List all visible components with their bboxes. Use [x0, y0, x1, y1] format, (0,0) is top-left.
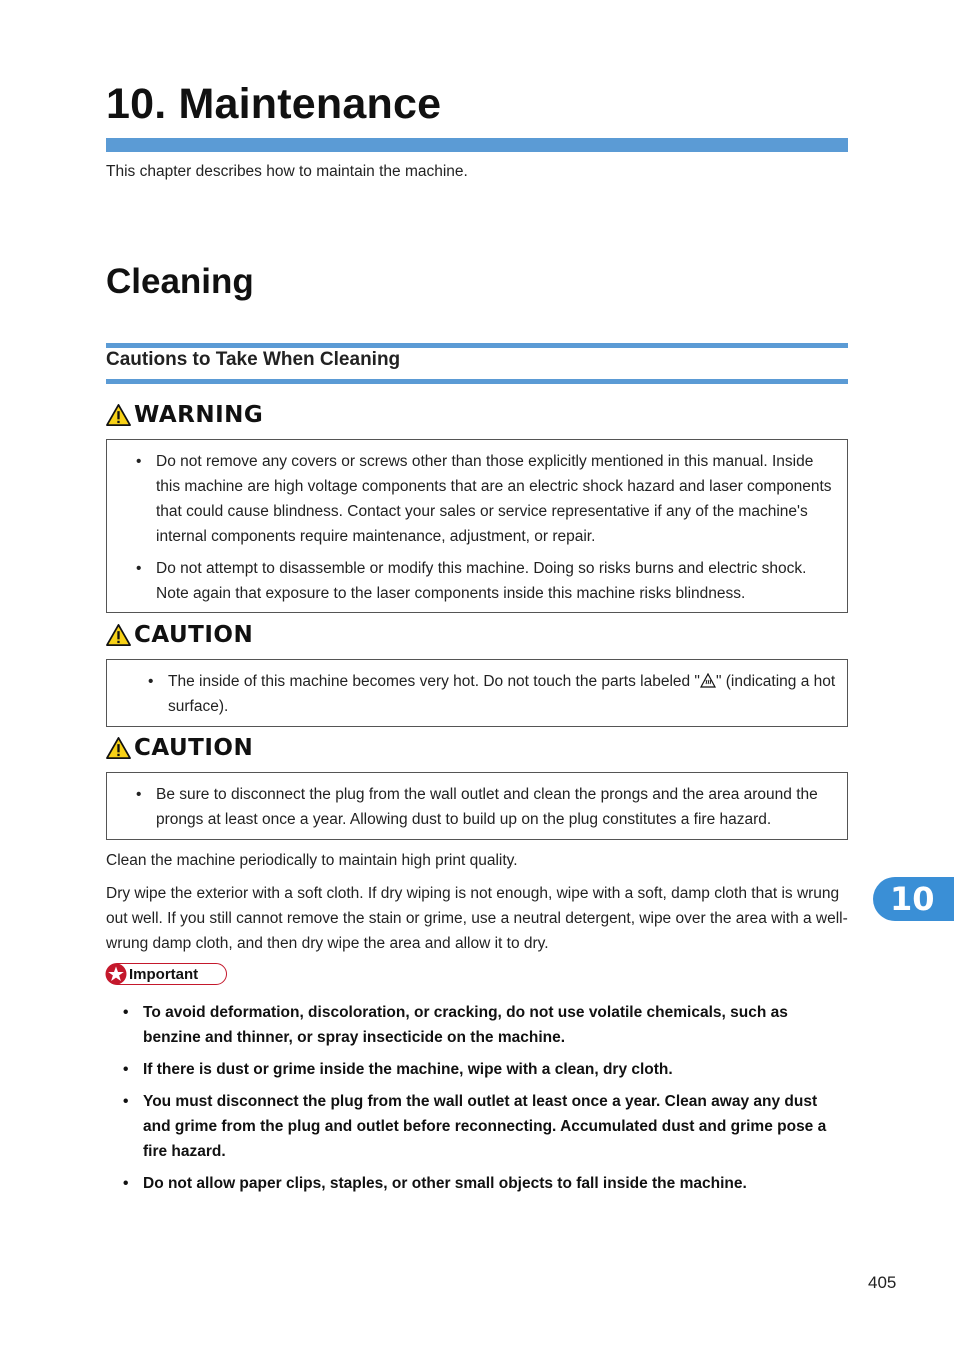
caution-item: [168, 669, 837, 719]
caution-label-text: CAUTION: [134, 622, 254, 648]
caution-label: [106, 734, 253, 762]
caution-item-text-end: " (indicating a hot surface).: [168, 673, 836, 715]
chapter-intro: This chapter describes how to maintain the machine.: [106, 163, 468, 180]
important-item: • You must disconnect the plug from the wall outlet at least once a year. Clean away any dust and grime from the plug and outlet before reconnecting. Accumulated dust and grime pose a fire hazard.: [143, 1089, 833, 1164]
caution-item: • Be sure to disconnect the plug from the wall outlet and clean the prongs and the area around the prongs at least once a year. Allowing dust to build up on the plug constitutes a fire hazard.: [156, 782, 837, 832]
warning-item: • Do not remove any covers or screws other than those explicitly mentioned in this manual. Inside this machine are high voltage components that are an electric shock hazard and laser components that could cause blindness. Contact your sales or service representative if any of the machine's internal components require maintenance, adjustment, or repair.: [156, 449, 837, 549]
caution-box: [106, 659, 848, 727]
subsection-top-rule: [106, 343, 848, 348]
warning-triangle-icon: [106, 403, 131, 427]
chapter-title: 10. Maintenance: [106, 80, 442, 128]
warning-triangle-icon: [106, 623, 131, 647]
important-item: • To avoid deformation, discoloration, or cracking, do not use volatile chemicals, such as benzine and thinner, or spray insecticide on the machine.: [143, 1000, 833, 1050]
subsection-title: Cautions to Take When Cleaning: [106, 349, 401, 370]
caution-item-text: The inside of this machine becomes very hot. Do not touch the parts labeled ": [168, 673, 700, 690]
body-paragraph: Dry wipe the exterior with a soft cloth. If dry wiping is not enough, wipe with a soft, damp cloth that is wrung out well. If you still cannot remove the stain or grime, use a neutral detergent, wipe over the area with a well-wrung damp cloth, and then dry wipe the area and allow it to dry.: [106, 885, 848, 952]
warning-label-text: WARNING: [134, 402, 264, 428]
important-label-text: Important: [129, 965, 199, 983]
caution-label: [106, 621, 253, 649]
caution-box: [106, 772, 848, 840]
warning-triangle-icon: [106, 736, 131, 760]
warning-box: [106, 439, 848, 613]
important-label: [106, 963, 227, 985]
important-item: • If there is dust or grime inside the machine, wipe with a clean, dry cloth.: [143, 1057, 833, 1082]
hot-surface-icon: [700, 673, 716, 688]
chapter-side-tab-number: 10: [890, 880, 935, 918]
warning-label: [106, 401, 263, 429]
important-item: • Do not allow paper clips, staples, or other small objects to fall inside the machine.: [143, 1171, 833, 1196]
subsection-bottom-rule: [106, 379, 848, 384]
important-star-icon: [105, 963, 127, 985]
important-list: [143, 1000, 833, 1196]
body-paragraph: Clean the machine periodically to maintain high print quality.: [106, 852, 518, 869]
section-title: Cleaning: [106, 262, 254, 301]
page-number: 405: [868, 1273, 897, 1292]
caution-label-text: CAUTION: [134, 735, 254, 761]
chapter-title-bar: [106, 138, 848, 152]
warning-item: • Do not attempt to disassemble or modify this machine. Doing so risks burns and electric shock. Note again that exposure to the laser components inside this machine risks blindness.: [156, 556, 837, 606]
